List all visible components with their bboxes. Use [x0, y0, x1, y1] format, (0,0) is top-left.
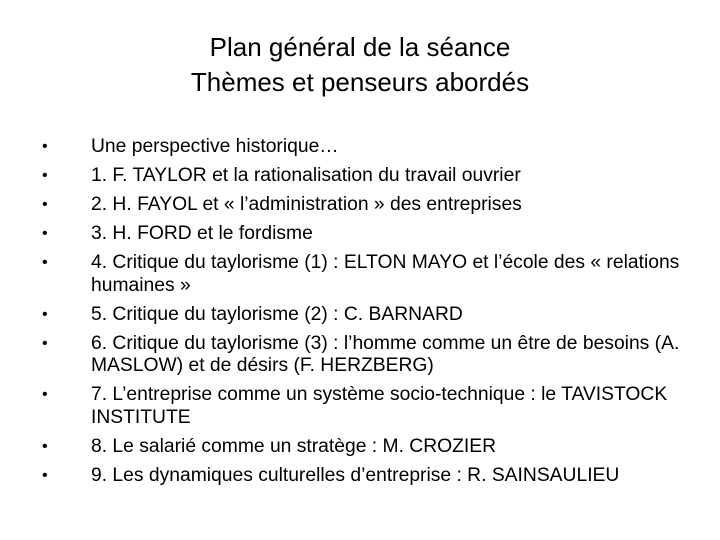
bullet-icon: •	[42, 386, 48, 403]
bullet-icon: •	[42, 305, 48, 323]
list-item	[42, 304, 712, 327]
list-item	[42, 436, 712, 459]
list-item	[42, 223, 712, 246]
list-item	[42, 165, 712, 188]
bullet-icon: •	[42, 334, 48, 352]
list-item-text: 9. Les dynamiques culturelles d’entreprise : R. SAINSAULIEU	[91, 464, 620, 486]
topic-list	[42, 136, 712, 494]
list-item-text: 7. L’entreprise comme un système socio-technique : le TAVISTOCK INSTITUTE	[91, 384, 668, 428]
title-line-2: Thèmes et penseurs abordés	[190, 67, 530, 97]
list-item-text: 2. H. FAYOL et « l’administration » des entreprises	[91, 194, 522, 215]
bullet-icon: •	[42, 196, 48, 213]
list-item-text: Une perspective historique…	[91, 136, 339, 157]
list-item-text: 8. Le salarié comme un stratège : M. CROZIER	[91, 435, 497, 457]
bullet-icon: •	[42, 167, 48, 184]
list-item-text: 3. H. FORD et le fordisme	[91, 223, 313, 244]
list-item-text: 4. Critique du taylorisme (1) : ELTON MAYO et l’école des « relations humaines »	[91, 252, 680, 296]
list-item-text: 1. F. TAYLOR et la rationalisation du travail ouvrier	[91, 165, 521, 186]
list-item	[42, 194, 712, 217]
bullet-icon: •	[42, 466, 48, 484]
bullet-icon: •	[42, 254, 48, 271]
bullet-icon: •	[42, 437, 48, 455]
list-item	[42, 333, 712, 378]
list-item	[42, 252, 712, 297]
bullet-icon: •	[42, 225, 48, 242]
list-item-text: 5. Critique du taylorisme (2) : C. BARNARD	[91, 303, 463, 325]
list-item	[42, 136, 712, 159]
bullet-icon: •	[42, 138, 48, 155]
list-item-text: 6. Critique du taylorisme (3) : l’homme comme un être de besoins (A. MASLOW) et de désirs (F. HERZBERG)	[91, 332, 680, 376]
title-line-1: Plan général de la séance	[209, 32, 511, 62]
slide-title	[0, 30, 720, 100]
list-item	[42, 465, 712, 488]
list-item	[42, 384, 712, 429]
